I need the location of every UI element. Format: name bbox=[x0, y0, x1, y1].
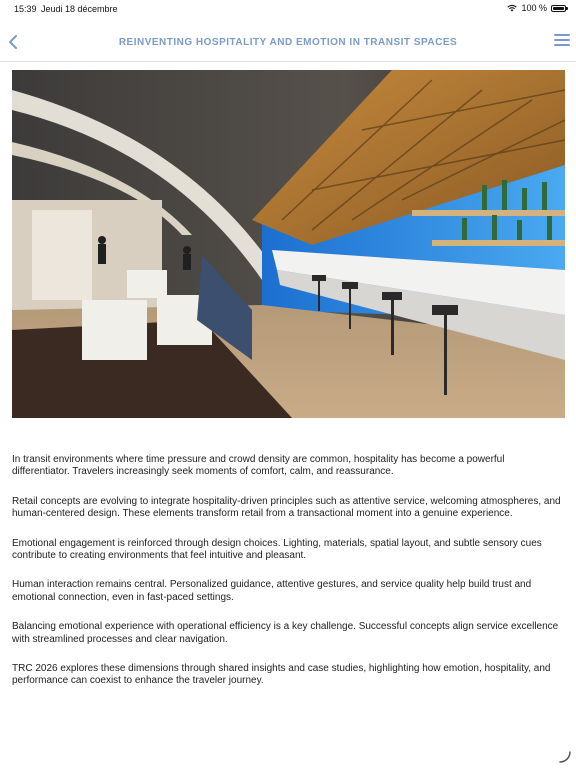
hamburger-icon bbox=[554, 34, 570, 36]
status-bar bbox=[0, 0, 576, 20]
hero-image bbox=[12, 70, 565, 418]
article-paragraph: Emotional engagement is reinforced through design choices. Lighting, materials, spatial layout, and subtle sensory cues contribute to creating environments that feel intuitive and pleasant. bbox=[12, 537, 542, 562]
battery-icon bbox=[551, 5, 566, 12]
lounge-bar-photo-icon bbox=[12, 70, 565, 418]
article-paragraph: TRC 2026 explores these dimensions through shared insights and case studies, highlighting how emotion, hospitality, and performance can coexist to enhance the traveler journey. bbox=[12, 663, 551, 687]
nav-bar bbox=[0, 22, 576, 62]
wifi-icon bbox=[507, 4, 517, 12]
article-body bbox=[12, 454, 564, 705]
status-indicators bbox=[507, 3, 566, 13]
page-title: REINVENTING HOSPITALITY AND EMOTION IN TRANSIT SPACES bbox=[118, 37, 458, 48]
status-time: 15:39 bbox=[14, 4, 37, 14]
status-date: Jeudi 18 décembre bbox=[41, 4, 118, 14]
article-paragraph: In transit environments where time pressure and crowd density are common, hospitality has become a powerful differentiator. Travelers increasingly seek moments of comfort, calm, and reassurance. bbox=[12, 454, 505, 478]
article-paragraph: Balancing emotional experience with operational efficiency is a key challenge. Successful concepts align service excellence with streamlined processes and clear navigation. bbox=[12, 621, 559, 645]
chevron-left-icon bbox=[8, 35, 18, 49]
back-button[interactable] bbox=[2, 30, 24, 54]
battery-percent: 100 % bbox=[521, 3, 547, 13]
article-paragraph: Retail concepts are evolving to integrate hospitality-driven principles such as attentive service, welcoming atmospheres, and human-centered design. These elements transform retail from a transactional moment into a genuine experience. bbox=[12, 495, 561, 520]
article-paragraph: Human interaction remains central. Personalized guidance, attentive gestures, and service quality help build trust and emotional connection, even in fast-paced settings. bbox=[12, 579, 532, 603]
loading-spinner-icon bbox=[558, 750, 572, 764]
menu-button[interactable] bbox=[554, 34, 570, 48]
